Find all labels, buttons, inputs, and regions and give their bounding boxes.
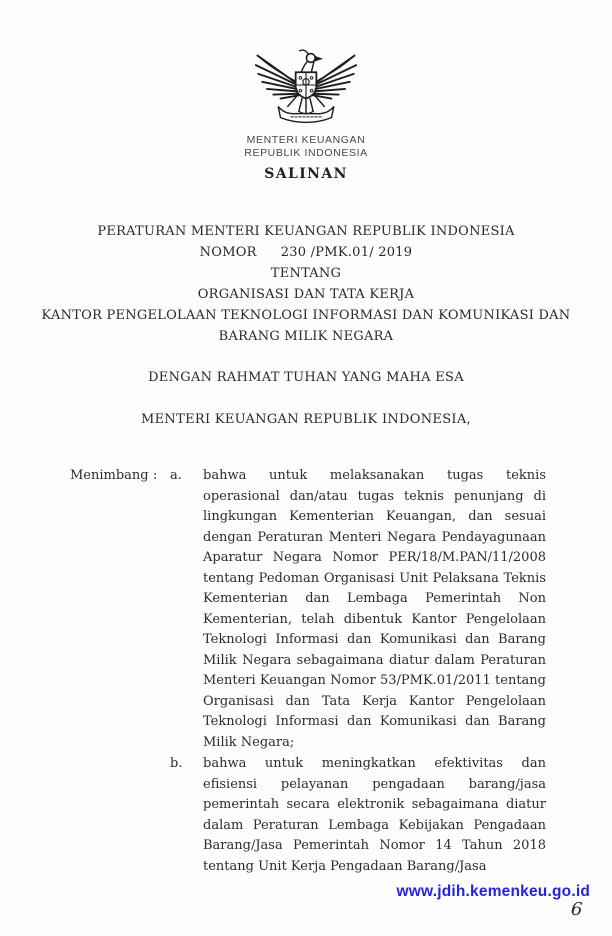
subject-line3: BARANG MILIK NEGARA <box>218 329 394 344</box>
ministry-name-line1: MENTERI KEUANGAN <box>246 134 366 146</box>
regulation-number-line <box>0 242 612 263</box>
subject-line2: KANTOR PENGELOLAAN TEKNOLOGI INFORMASI DAN KOMUNIKASI DAN <box>41 308 571 323</box>
authority-line: MENTERI KEUANGAN REPUBLIK INDONESIA, <box>141 412 471 427</box>
jdih-watermark-link[interactable]: www.jdih.kemenkeu.go.id <box>396 883 590 900</box>
nomor-label: NOMOR <box>199 245 257 260</box>
garuda-pancasila-emblem-icon <box>254 46 358 128</box>
ministry-name-line2: REPUBLIK INDONESIA <box>244 146 368 159</box>
tentang-label: TENTANG <box>270 266 342 281</box>
considerations-colon: : <box>153 468 158 483</box>
considerations-items <box>170 466 546 878</box>
copy-label: SALINAN <box>264 166 348 182</box>
ministry-name <box>0 134 612 159</box>
item-marker-b: b. <box>170 756 183 771</box>
item-text-a: bahwa untuk melaksanakan tugas teknis operasional dan/atau tugas teknis penunjang di lingkungan Kementerian Keuangan, dan sesuai dengan Peraturan Menteri Negara Pendayagunaan Aparatur Negara Nomor PER/18/M.PAN/11/2008 tentang Pedoman Organisasi Unit Pelaksana Teknis Kementerian dan Lembaga Pemerintah Non Kementerian, telah dibentuk Kantor Pengelolaan Teknologi Informasi dan Komunikasi dan Barang Milik Negara sebagaimana diatur dalam Peraturan Menteri Keuangan Nomor 53/PMK.01/2011 tentang Organisasi dan Tata Kerja Kantor Pengelolaan Teknologi Informasi dan Komunikasi dan Barang Milik Negara; <box>203 468 546 750</box>
subject-line1: ORGANISASI DAN TATA KERJA <box>197 287 415 302</box>
nomor-value: 230 /PMK.01/ 2019 <box>280 245 413 260</box>
handwritten-page-number: 6 <box>569 898 583 921</box>
item-text-b: bahwa untuk meningkatkan efektivitas dan efisiensi pelayanan pengadaan barang/jasa pemerintah secara elektronik sebagaimana diatur dalam Peraturan Lembaga Kebijakan Pengadaan Barang/Jasa Pemerintah Nomor 14 Tahun 2018 tentang Unit Kerja Pengadaan Barang/Jasa <box>203 756 546 874</box>
document-header <box>0 46 612 182</box>
consideration-item-a <box>170 466 546 753</box>
consideration-item-b <box>170 754 546 877</box>
invocation-line: DENGAN RAHMAT TUHAN YANG MAHA ESA <box>148 370 464 385</box>
considerations-label: Menimbang <box>70 468 149 483</box>
regulation-title-block <box>0 221 612 347</box>
item-marker-a: a. <box>170 468 182 483</box>
regulation-title-line: PERATURAN MENTERI KEUANGAN REPUBLIK INDONESIA <box>97 224 515 239</box>
considerations-section <box>70 466 546 878</box>
